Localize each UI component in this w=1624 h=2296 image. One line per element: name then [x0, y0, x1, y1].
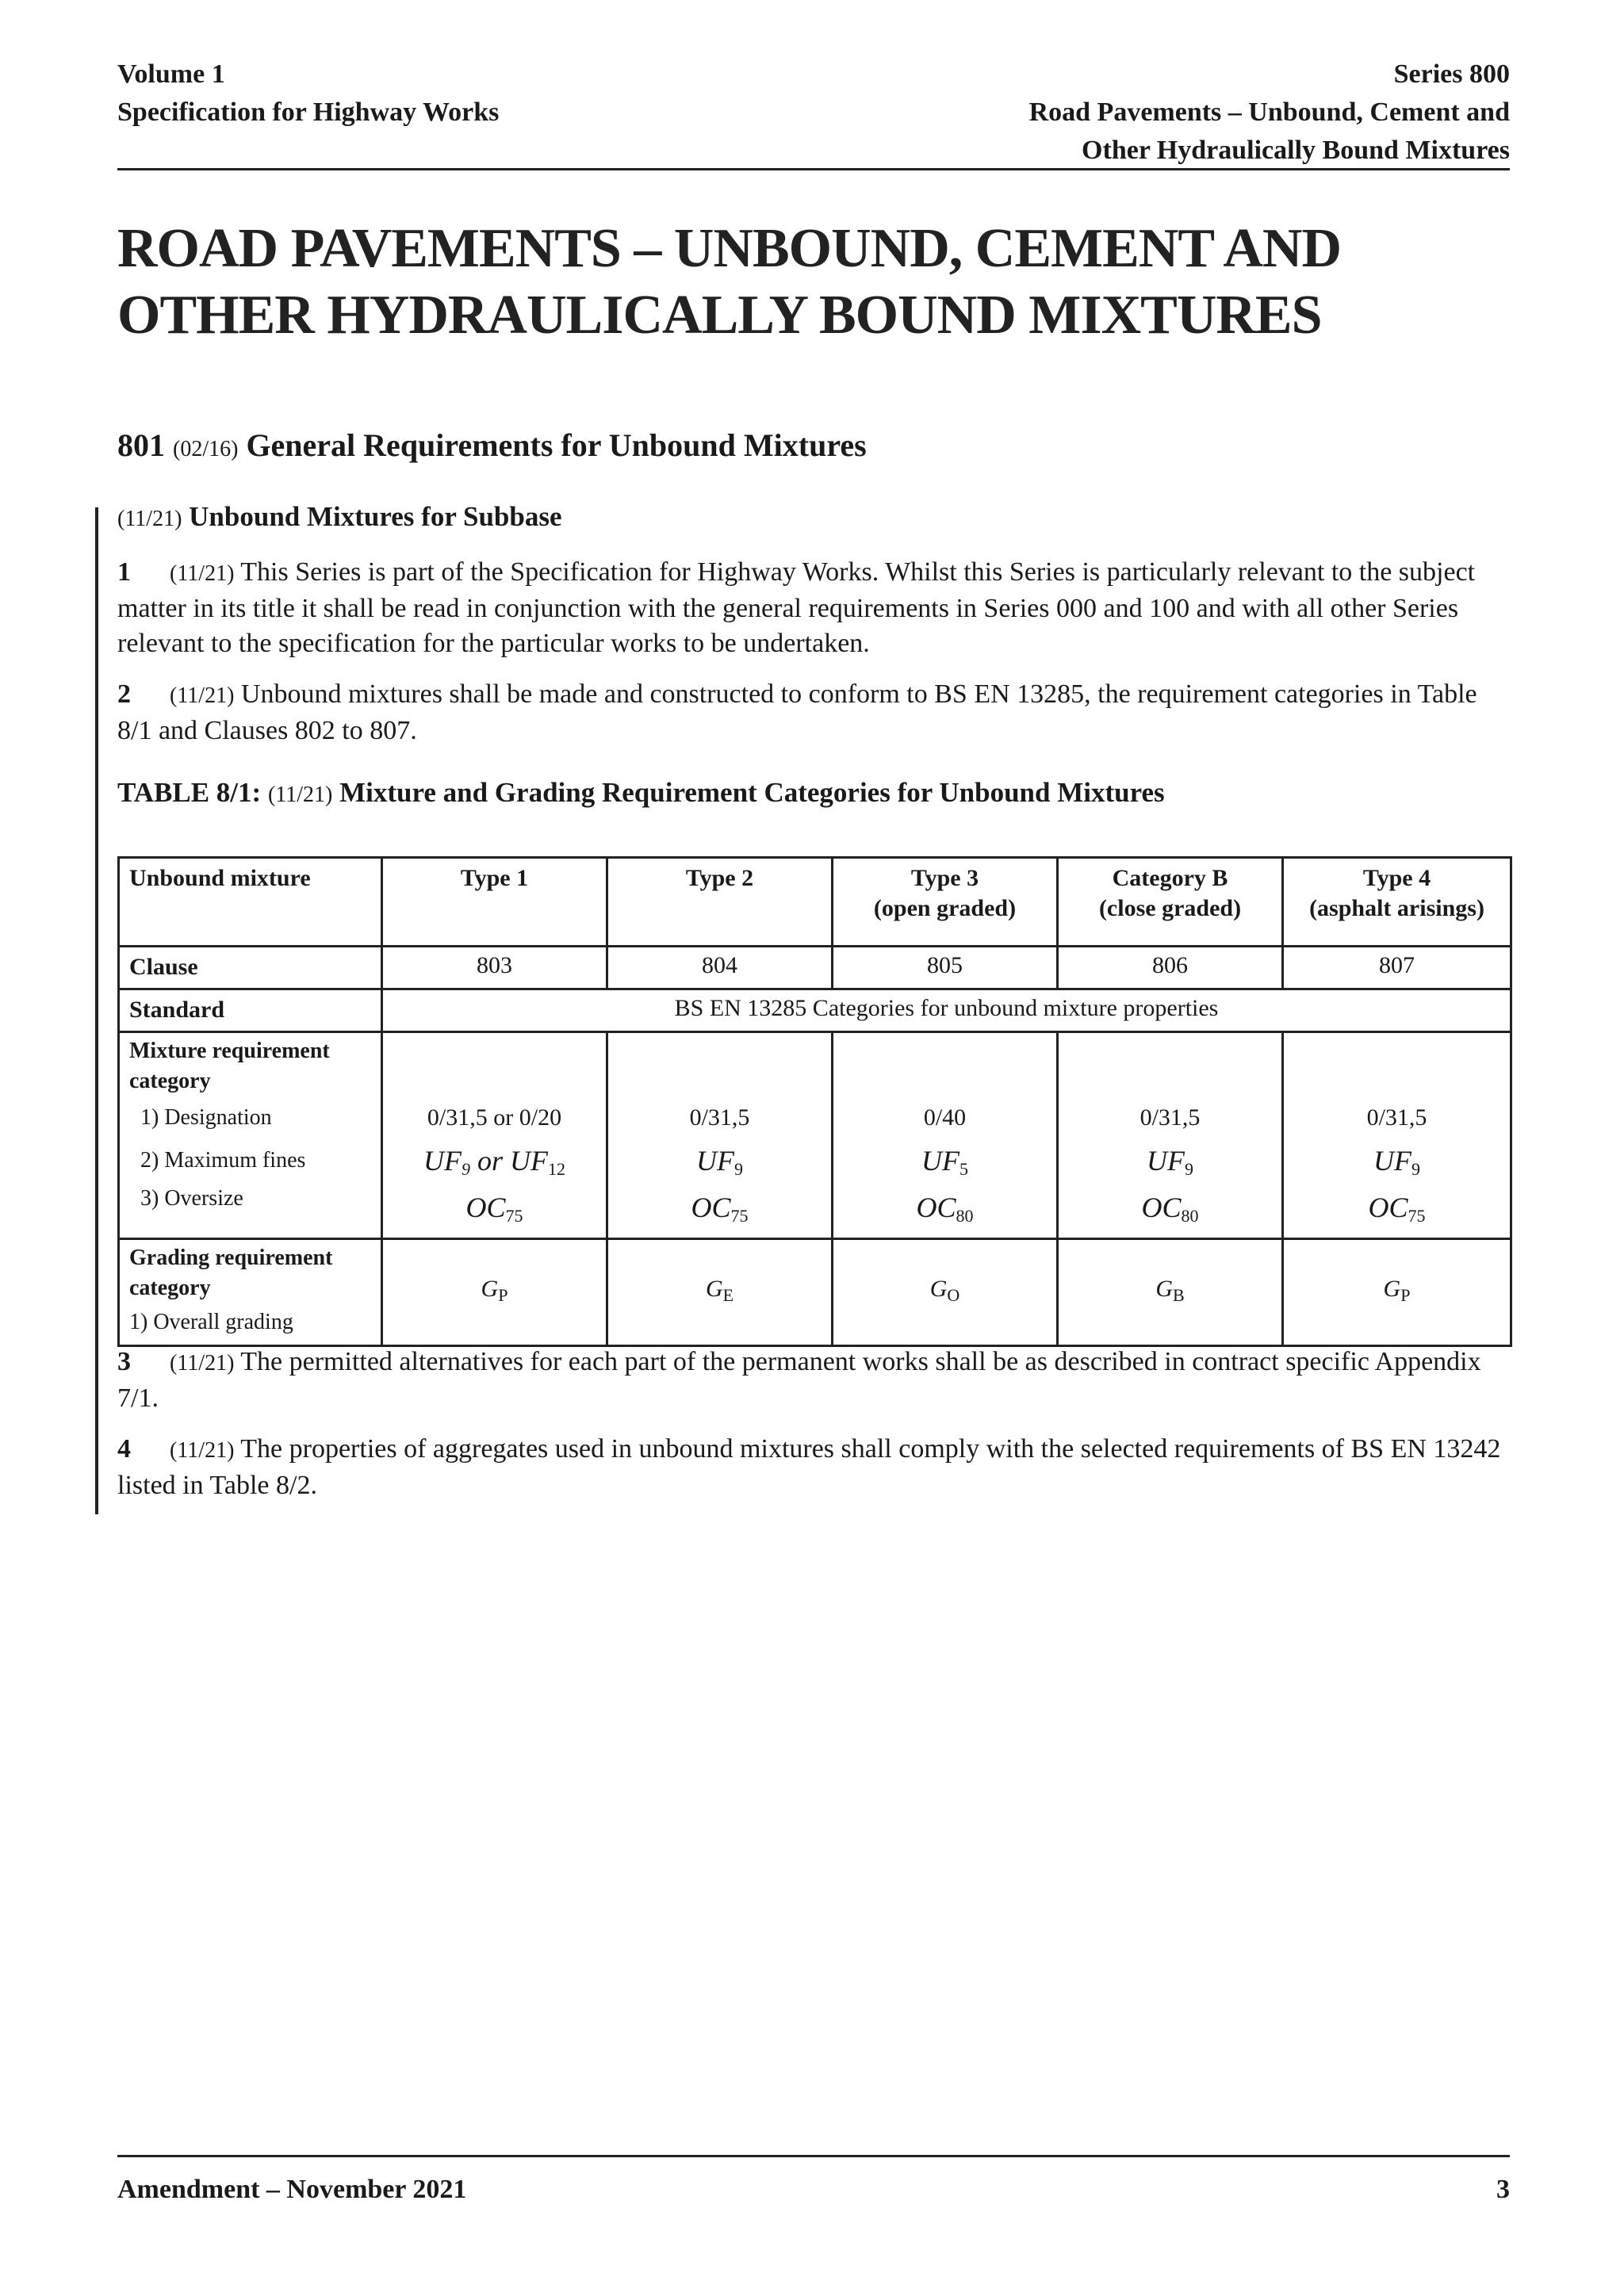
oversize-subscript: 75	[1408, 1206, 1426, 1226]
fines-symbol: UF	[696, 1145, 734, 1177]
paragraph-date: (11/21)	[170, 683, 235, 708]
section-title: General Requirements for Unbound Mixtures	[246, 427, 867, 463]
oversize-subscript: 75	[730, 1206, 749, 1226]
clause-cell: 803	[382, 947, 607, 989]
header-series: Series 800	[1393, 59, 1510, 89]
paragraph-text: Unbound mixtures shall be made and constructed to conform to BS EN 13285, the requirement categories in Table 8/1 and Clauses 802 to 807.	[117, 679, 1477, 745]
col-header-line: Type 2	[685, 865, 754, 891]
subsection-heading	[117, 501, 562, 533]
fines-or-text: or	[477, 1145, 503, 1177]
fines-symbol: UF	[1373, 1145, 1411, 1177]
requirements-table	[117, 856, 1512, 1347]
table-caption-date: (11/21)	[267, 783, 333, 807]
grading-symbol: G	[481, 1276, 499, 1302]
header-series-title-1: Road Pavements – Unbound, Cement and	[1028, 98, 1510, 127]
overall-grading-label: 1) Overall grading	[129, 1310, 293, 1334]
row-label-mixture-requirement: Mixture requirement category	[129, 1039, 330, 1093]
section-number: 801	[117, 427, 165, 463]
table-caption-title: Mixture and Grading Requirement Categories for Unbound Mixtures	[339, 777, 1165, 808]
max-fines-value	[1068, 1139, 1272, 1191]
oversize-value	[1293, 1191, 1500, 1233]
oversize-subscript: 80	[956, 1206, 974, 1226]
designation-value: 0/31,5	[1366, 1104, 1427, 1131]
paragraph-date: (11/21)	[170, 1351, 235, 1376]
grading-symbol: G	[705, 1276, 723, 1302]
oversize-symbol: OC	[691, 1192, 731, 1223]
oversize-value	[393, 1191, 596, 1233]
header-right	[1029, 55, 1510, 170]
col-header-line: Type 3	[910, 865, 979, 891]
grading-cell	[382, 1239, 607, 1346]
max-fines-value	[393, 1139, 596, 1191]
col-header-line: Type 4	[1362, 865, 1431, 891]
col-header-category-b	[1058, 858, 1283, 947]
grading-symbol: G	[1383, 1276, 1401, 1302]
paragraph-date: (11/21)	[170, 1438, 235, 1463]
col-header-type-3	[833, 858, 1058, 947]
page-title-line-2: OTHER HYDRAULICALLY BOUND MIXTURES	[117, 285, 1322, 346]
oversize-value	[843, 1191, 1047, 1233]
footer-amendment: Amendment – November 2021	[117, 2175, 467, 2204]
paragraph-2	[117, 677, 1513, 748]
paragraph-date: (11/21)	[170, 561, 235, 586]
designation-value: 0/31,5	[1139, 1104, 1201, 1131]
oversize-symbol: OC	[1141, 1192, 1182, 1223]
col-header-line: Type 1	[460, 865, 529, 891]
mixture-cell-type-3	[833, 1032, 1058, 1239]
grading-symbol: G	[1155, 1276, 1173, 1302]
max-fines-label: 2) Maximum fines	[140, 1148, 306, 1173]
paragraph-number: 4	[117, 1434, 131, 1464]
col-header-unbound-mixture: Unbound mixture	[119, 858, 382, 947]
table-row-grading-requirement	[119, 1239, 1511, 1346]
mixture-cell-type-2	[607, 1032, 833, 1239]
designation-value: 0/31,5	[689, 1104, 750, 1131]
page-number: 3	[1496, 2175, 1510, 2204]
paragraph-text: The permitted alternatives for each part of the permanent works shall be as described in contract specific Appendix 7/1.	[117, 1347, 1481, 1413]
section-date: (02/16)	[173, 437, 239, 461]
header-spec-title: Specification for Highway Works	[117, 98, 500, 127]
header-left	[117, 55, 499, 132]
grading-subscript: B	[1172, 1285, 1185, 1305]
col-header-sub: (close graded)	[1098, 895, 1242, 921]
paragraph-text: The properties of aggregates used in unbound mixtures shall comply with the selected requirements of BS EN 13242 listed in Table 8/2.	[117, 1434, 1501, 1500]
oversize-subscript: 75	[505, 1206, 523, 1226]
mixture-cell-type-4	[1283, 1032, 1511, 1239]
paragraph-number: 3	[117, 1347, 131, 1376]
grading-subscript: O	[947, 1285, 960, 1305]
change-bar	[95, 507, 98, 1514]
grading-cell	[1058, 1239, 1283, 1346]
paragraph-1	[117, 555, 1513, 661]
col-header-sub: (open graded)	[873, 895, 1017, 921]
table-caption	[117, 777, 1165, 809]
max-fines-value	[1293, 1139, 1500, 1191]
fines-subscript: 9	[461, 1159, 470, 1179]
fines-symbol: UF	[921, 1145, 959, 1177]
fines-subscript: 9	[734, 1159, 743, 1179]
subsection-title: Unbound Mixtures for Subbase	[189, 501, 562, 532]
mixture-requirement-labels	[119, 1032, 382, 1239]
page-title-line-1: ROAD PAVEMENTS – UNBOUND, CEMENT AND	[117, 218, 1342, 279]
oversize-value	[618, 1191, 822, 1233]
row-label-standard: Standard	[119, 989, 382, 1032]
mixture-cell-type-1	[382, 1032, 607, 1239]
fines-subscript: 9	[1185, 1159, 1193, 1179]
fines-subscript-alt: 12	[548, 1159, 565, 1179]
paragraph-number: 2	[117, 679, 131, 709]
page-header	[117, 55, 1510, 170]
grading-symbol: G	[929, 1276, 948, 1302]
clause-cell: 805	[833, 947, 1058, 989]
standard-cell: BS EN 13285 Categories for unbound mixture properties	[382, 989, 1511, 1032]
grading-cell	[833, 1239, 1058, 1346]
page-footer	[117, 2155, 1510, 2205]
header-series-title-2: Other Hydraulically Bound Mixtures	[1082, 136, 1510, 165]
designation-value: 0/31,5 or 0/20	[427, 1104, 562, 1131]
fines-symbol: UF	[1147, 1145, 1185, 1177]
oversize-value	[1068, 1191, 1272, 1233]
clause-cell: 807	[1283, 947, 1511, 989]
grading-requirement-labels	[119, 1239, 382, 1346]
oversize-symbol: OC	[1368, 1192, 1408, 1223]
max-fines-value	[618, 1139, 822, 1191]
row-label-clause: Clause	[119, 947, 382, 989]
table-caption-label: TABLE 8/1:	[117, 777, 262, 808]
oversize-symbol: OC	[916, 1192, 956, 1223]
clause-cell: 806	[1058, 947, 1283, 989]
designation-value: 0/40	[923, 1104, 967, 1131]
clause-cell: 804	[607, 947, 833, 989]
col-header-type-4	[1283, 858, 1511, 947]
table-row-standard	[119, 989, 1511, 1032]
grading-subscript: P	[1400, 1285, 1411, 1305]
max-fines-value	[843, 1139, 1047, 1191]
col-header-type-2	[607, 858, 833, 947]
grading-cell	[607, 1239, 833, 1346]
table-header-row	[119, 858, 1511, 947]
paragraph-number: 1	[117, 557, 131, 587]
paragraph-text: This Series is part of the Specification for Highway Works. Whilst this Series is particularly relevant to the subject matter in its title it shall be read in conjunction with the general requirements in Series 000 and 100 and with all other Series relevant to the specification for the particular works to be undertaken.	[117, 557, 1476, 658]
fines-subscript: 9	[1411, 1159, 1420, 1179]
header-volume: Volume 1	[117, 59, 225, 89]
col-header-line: Category B	[1112, 865, 1228, 891]
col-header-type-1	[382, 858, 607, 947]
oversize-symbol: OC	[465, 1192, 506, 1223]
oversize-label: 3) Oversize	[140, 1186, 243, 1211]
row-label-grading-requirement: Grading requirement category	[129, 1246, 333, 1300]
grading-subscript: P	[498, 1285, 508, 1305]
table-row-mixture-requirement	[119, 1032, 1511, 1239]
designation-label: 1) Designation	[140, 1105, 272, 1130]
mixture-cell-category-b	[1058, 1032, 1283, 1239]
paragraph-3	[117, 1345, 1513, 1416]
col-header-sub: (asphalt arisings)	[1309, 895, 1484, 921]
page-title	[117, 216, 1513, 349]
fines-symbol-alt: UF	[510, 1145, 548, 1177]
fines-symbol: UF	[423, 1145, 462, 1177]
oversize-subscript: 80	[1181, 1206, 1199, 1226]
table-row-clause	[119, 947, 1511, 989]
fines-subscript: 5	[959, 1159, 968, 1179]
subsection-date: (11/21)	[117, 507, 182, 531]
grading-subscript: E	[722, 1285, 734, 1305]
grading-cell	[1283, 1239, 1511, 1346]
paragraph-4	[117, 1432, 1513, 1503]
section-heading	[117, 427, 867, 464]
